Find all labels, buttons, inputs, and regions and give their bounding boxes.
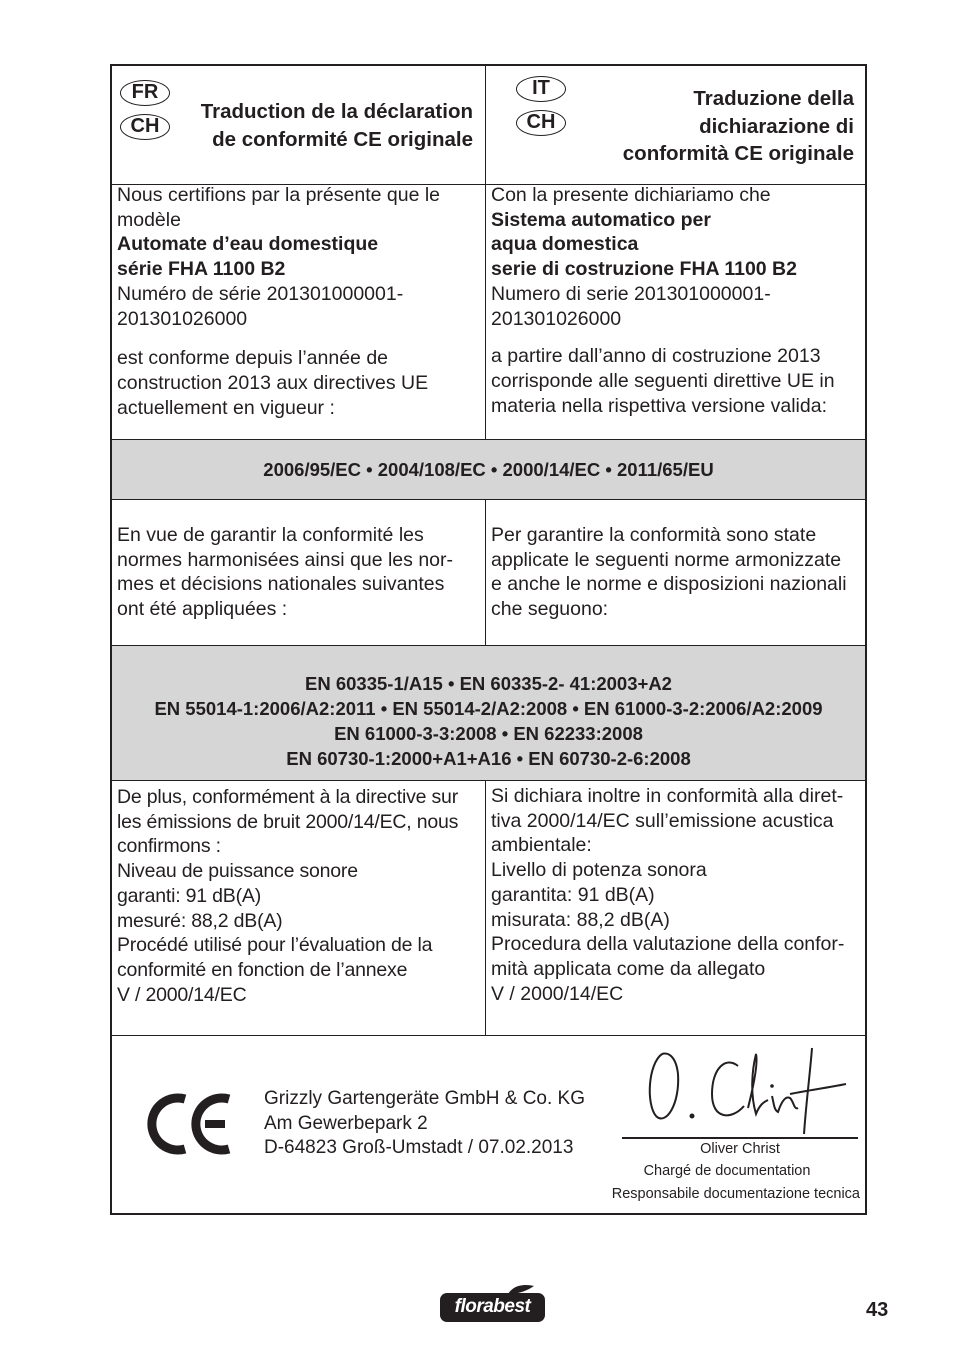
florabest-logo [438,1284,547,1324]
signer-role-it: Responsabile documentazione tecnica [611,1186,860,1202]
logo-text: florabest [454,1296,531,1317]
standard-line: EN 61000-3-3:2008 • EN 62233:2008 [334,723,643,744]
standard-line: EN 60730-1:2000+A1+A16 • EN 60730-2-6:2008 [286,748,691,769]
standard-line: EN 60335-1/A15 • EN 60335-2- 41:2003+A2 [305,673,672,694]
company-city-date: D-64823 Groß-Umstadt / 07.02.2013 [264,1137,574,1158]
lang-badge-it: IT [516,76,566,102]
noise-it-text: Si dichiara inoltre in conformità alla diret- tiva 2000/14/EC sull’emissione acustica ambientale: Livello di potenza sonora garantita: 91 dB(A) misurata: 88,2 dB(A) Procedura della valutazione della confor- mità applicata come da allegato V / 2000/14/EC [491,785,845,1005]
company-address [264,1087,585,1161]
standards-intro-it [486,500,865,645]
page-number: 43 [866,1299,889,1321]
header-fr [112,66,486,184]
intro-it-product: Sistema automatico per aqua domestica serie di costruzione FHA 1100 B2 [491,208,797,281]
intro-fr-serial: Numéro de série 201301000001- 201301026000 [117,282,404,330]
signer-role-fr: Chargé de documentation [643,1163,811,1179]
noise-fr [112,781,486,1035]
footer-row [112,1036,865,1215]
header-title-fr: Traduction de la déclaration de conformité CE originale [200,100,473,151]
lang-badge-ch-it: CH [516,110,566,136]
intro-fr [112,185,486,439]
intro-it [486,185,865,439]
lang-badge-ch: CH [120,114,170,140]
intro-fr-line1: Nous certifions par la présente que le modèle [117,184,441,231]
company-name: Grizzly Gartengeräte GmbH & Co. KG [264,1088,585,1109]
directives-row [112,440,865,500]
standards-intro-fr-text: En vue de garantir la conformité les normes harmonisées ainsi que les nor- mes et décisions nationales suivantes ont été appliquées : [117,524,453,621]
noise-it [486,781,865,1035]
signature-icon [640,1044,850,1139]
standards-row [112,646,865,781]
standards-intro-row [112,500,865,646]
intro-it-line1: Con la presente dichiariamo che [491,184,771,206]
signer-name: Oliver Christ [700,1141,780,1157]
header-title-it: Traduzione della dichiarazione di conformità CE originale [622,87,854,165]
intro-fr-conform: est conforme depuis l’année de construction 2013 aux directives UE actuellement en vigueur : [117,347,429,419]
standards-intro-it-text: Per garantire la conformità sono state applicate le seguenti norme armonizzate e anche le norme e disposizioni nazionali che seguono: [491,524,847,621]
standards-intro-fr [112,500,486,645]
ce-mark-icon [147,1089,237,1159]
noise-fr-text: De plus, conformément à la directive sur les émissions de bruit 2000/14/EC, nous confirmons : Niveau de puissance sonore garanti: 91 dB(A) mesuré: 88,2 dB(A) Procédé utilisé pour l’évaluation de la conformité en fonction de l’annexe V / 2000/14/EC [117,786,459,1006]
intro-fr-product: Automate d’eau domestique série FHA 1100 B2 [117,233,379,281]
lang-badge-fr: FR [120,80,170,106]
standards-list [112,671,865,771]
intro-row [112,185,865,440]
intro-it-serial: Numero di serie 201301000001- 201301026000 [491,282,771,330]
company-street: Am Gewerbepark 2 [264,1112,428,1134]
directives-list: 2006/95/EC • 2004/108/EC • 2000/14/EC • 2011/65/EU [263,459,714,480]
intro-it-conform: a partire dall’anno di costruzione 2013 corrisponde alle seguenti direttive UE in materia nella rispettiva versione valida: [491,345,835,417]
header-row [112,66,865,185]
noise-row [112,781,865,1036]
declaration-frame [110,64,867,1215]
standard-line: EN 55014-1:2006/A2:2011 • EN 55014-2/A2:2008 • EN 61000-3-2:2006/A2:2009 [154,698,823,719]
header-it [486,66,865,184]
signature-line [622,1137,858,1139]
